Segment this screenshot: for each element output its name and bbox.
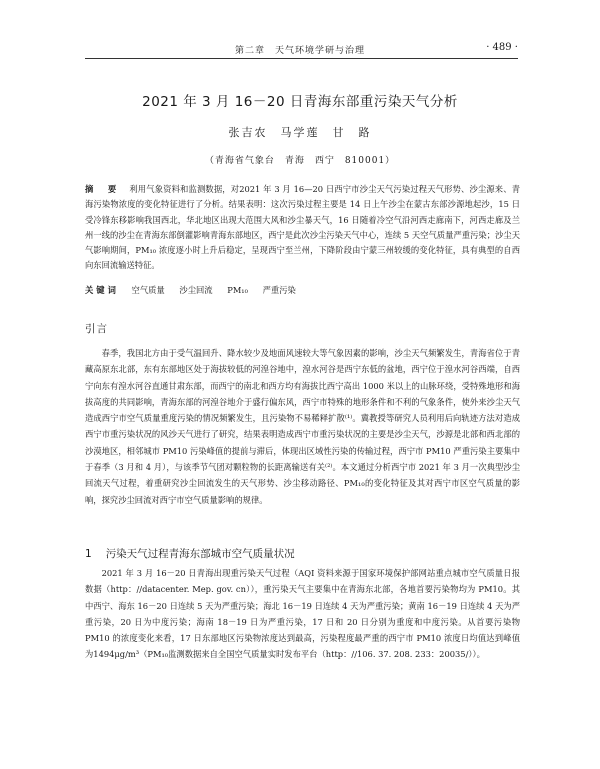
section-title: 污染天气过程青海东部城市空气质量状况 <box>105 548 295 560</box>
intro-heading: 引言 <box>85 323 108 335</box>
running-head: 第二章 天气环境学研与治理 <box>235 46 366 56</box>
page-header <box>85 40 518 59</box>
keyword: 严重污染 <box>262 285 296 295</box>
paper-title: 2021 年 3 月 16－20 日青海东部重污染天气分析 <box>142 94 458 110</box>
abstract <box>85 182 520 274</box>
page-number: · 489 · <box>486 42 518 53</box>
section-1-paragraph: 2021 年 3 月 16－20 日青海出现重污染天气过程（AQI 资料来源于国家环境保护部网站重点城市空气质量日报数据（http：//datacenter. Mep. gov. cn）），重污染天气主要集中在青海东北部，各地首要污染物均为 PM10。其中西宁、海东 16－20 日连续 5 天为严重污染；海北 16－19 日连续 4 天为严重污染；黄南 16－19 日连续 4 天为严重污染，20 日为中度污染；海南 18－19 日为严重污染，17 日和 20 日分别为重度和中度污染。从首要污染物 PM10 的浓度变化来看，17 日东部地区污染物浓度达到最高，污染程度最严重的西宁市 PM10 浓度日均值达到峰值为1494μg/m³（PM₁₀监测数据来自全国空气质量实时发布平台（http：//106. 37. 208. 233：20035/））。 <box>85 568 520 660</box>
abstract-label: 摘 要 <box>85 184 120 194</box>
affiliation: （青海省气象台 青海 西宁 810001） <box>204 156 396 166</box>
section-1-heading <box>85 546 295 561</box>
keywords-label: 关键词 <box>85 285 119 295</box>
keywords <box>85 284 520 296</box>
authors: 张吉农 马学莲 甘 路 <box>228 126 372 139</box>
keyword: 沙尘回流 <box>179 285 213 295</box>
abstract-text: 利用气象资料和监测数据，对2021 年 3 月 16—20 日西宁市沙尘天气污染过程天气形势、沙尘源来、青海污染物浓度的变化特征进行了分析。结果表明：这次污染过程主要是 14 日上午沙尘在蒙古东部沙源地起沙，15 日受冷锋东移影响我国西北，华北地区出现大范围大风和沙尘暴天气，16 日随着冷空气沿河西走廊南下，河西走廊及兰州一线的沙尘在青海东部倒灌影响青海东部地区，西宁是此次沙尘污染天气中心，连续 5 天空气质量严重污染；沙尘天气影响期间，PM₁₀ 浓度逐小时上升后稳定，呈现西宁至兰州，下降阶段由宁蒙三州较缓的变化特征，具有典型的自西向东回流输送特征。 <box>85 184 520 271</box>
keyword: PM₁₀ <box>227 285 248 295</box>
section-number: 1 <box>85 548 92 560</box>
intro-paragraph: 春季，我国北方由于受气温回升、降水较少及地面风速较大等气象因素的影响，沙尘天气频繁发生，青海省位于青藏高原东北部，东有东部地区处于海拔较低的河湟谷地中，湟水河谷是西宁东低的盆地，西宁位于湟水河谷西端，自西宁向东有湟水河谷直通甘肃东部，而西宁的南北和西方均有海拔比西宁高出 1000 米以上的山脉环绕，受特殊地形和海拔高度的共同影响，青海东部的河湟谷地介于盛行偏东风，西宁市特殊的地形条件和不利的气象条件，使外来沙尘天气造成西宁市空气质量重度污染的情况频繁发生，且污染物不易稀释扩散⁽¹⁾。冀教授等研究人员利用后向轨迹方法对造成西宁市重污染状况的风沙天气进行了研究，结果表明造成西宁市重污染状况的主要是沙尘天气，沙源是北部和西北部的沙漠地区，相邻城市 PM10 污染峰值的提前与滞后，体现出区域性污染的传输过程，西宁市 PM10 严重污染主要集中于春季（3 月和 4 月），与该季节气团对颗粒物的长距离输送有关⁽²⁾。本文通过分析西宁市 2021 年 3 月一次典型沙尘回流天气过程，着重研究沙尘回流发生的天气形势、沙尘移动路径、PM₁₀的变化特征及其对西宁市区空气质量的影响，探究沙尘回流对西宁市空气质量影响的规律。 <box>85 348 520 505</box>
keyword: 空气质量 <box>131 285 165 295</box>
